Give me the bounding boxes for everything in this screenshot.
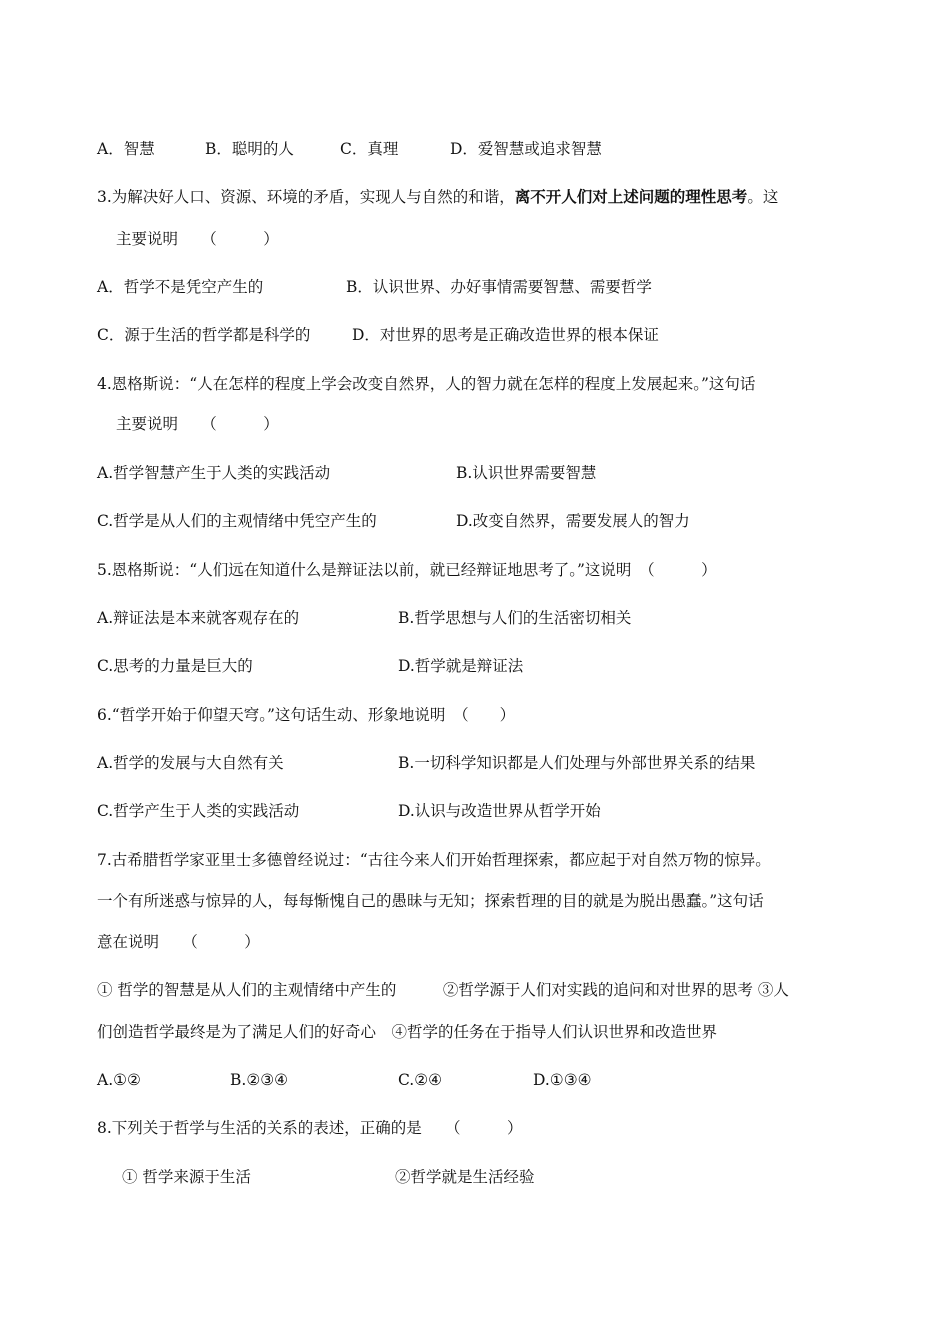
- q7-stem-line2: 一个有所迷惑与惊异的人，每每惭愧自己的愚昧与无知；探索哲理的目的就是为脱出愚蠢。”这句话: [97, 892, 764, 910]
- q3-option-a: A．哲学不是凭空产生的: [97, 278, 264, 296]
- q6-option-b: B.一切科学知识都是人们处理与外部世界关系的结果: [398, 754, 756, 772]
- q4-stem-line2: 主要说明 （ ）: [116, 415, 279, 433]
- q3-stem-line2: 主要说明 （ ）: [116, 230, 279, 248]
- q4-stem-line1: 4.恩格斯说：“人在怎样的程度上学会改变自然界，人的智力就在怎样的程度上发展起来。”这句话: [97, 375, 756, 393]
- q7-items-line1: ① 哲学的智慧是从人们的主观情绪中产生的 ②哲学源于人们对实践的追问和对世界的思考 ③人: [97, 981, 789, 999]
- q4-option-c: C.哲学是从人们的主观情绪中凭空产生的: [97, 512, 377, 530]
- q3-stem-end: 。这: [747, 188, 779, 206]
- q3-stem-line1: [97, 187, 778, 207]
- q6-option-a: A.哲学的发展与大自然有关: [97, 754, 284, 772]
- q5-option-b: B.哲学思想与人们的生活密切相关: [398, 609, 632, 627]
- q3-option-d: D．对世界的思考是正确改造世界的根本保证: [352, 326, 659, 344]
- q5-option-c: C.思考的力量是巨大的: [97, 657, 253, 675]
- q5-option-d: D.哲学就是辩证法: [398, 657, 524, 675]
- q5-stem: 5.恩格斯说：“人们远在知道什么是辩证法以前，就已经辩证地思考了。”这说明 （ ）: [97, 561, 717, 579]
- q3-option-b: B．认识世界、办好事情需要智慧、需要哲学: [346, 278, 652, 296]
- q8-item-2: ②哲学就是生活经验: [395, 1168, 535, 1186]
- q2-option-b: B．聪明的人: [205, 140, 294, 158]
- q4-option-d: D.改变自然界，需要发展人的智力: [456, 512, 690, 530]
- q8-item-1: ① 哲学来源于生活: [122, 1168, 251, 1186]
- q4-option-b: B.认识世界需要智慧: [456, 464, 597, 482]
- q2-option-a: A．智慧: [97, 140, 155, 158]
- q7-option-c: C.②④: [398, 1071, 443, 1089]
- q7-option-b: B.②③④: [230, 1071, 289, 1089]
- q8-stem: 8.下列关于哲学与生活的关系的表述，正确的是 （ ）: [97, 1119, 523, 1137]
- q3-stem-start: 3.为解决好人口、资源、环境的矛盾，实现人与自然的和谐，: [97, 188, 515, 206]
- q6-stem: 6.“哲学开始于仰望天穹。”这句话生动、形象地说明 （ ）: [97, 706, 516, 724]
- q7-stem-line3: 意在说明 （ ）: [97, 933, 260, 951]
- q5-option-a: A.辩证法是本来就客观存在的: [97, 609, 300, 627]
- q6-option-c: C.哲学产生于人类的实践活动: [97, 802, 300, 820]
- q3-stem-bold: 离不开人们对上述问题的理性思考: [514, 188, 748, 206]
- q4-option-a: A.哲学智慧产生于人类的实践活动: [97, 464, 331, 482]
- q3-option-c: C．源于生活的哲学都是科学的: [97, 326, 311, 344]
- q7-items-line2: 们创造哲学最终是为了满足人们的好奇心 ④哲学的任务在于指导人们认识世界和改造世界: [97, 1023, 718, 1041]
- q7-option-a: A.①②: [97, 1071, 141, 1089]
- q6-option-d: D.认识与改造世界从哲学开始: [398, 802, 601, 820]
- q2-option-c: C．真理: [340, 140, 399, 158]
- q2-option-d: D．爱智慧或追求智慧: [450, 140, 602, 158]
- q7-option-d: D.①③④: [533, 1071, 592, 1089]
- q7-stem-line1: 7.古希腊哲学家亚里士多德曾经说过：“古往今来人们开始哲理探索，都应起于对自然万物的惊异。: [97, 851, 771, 869]
